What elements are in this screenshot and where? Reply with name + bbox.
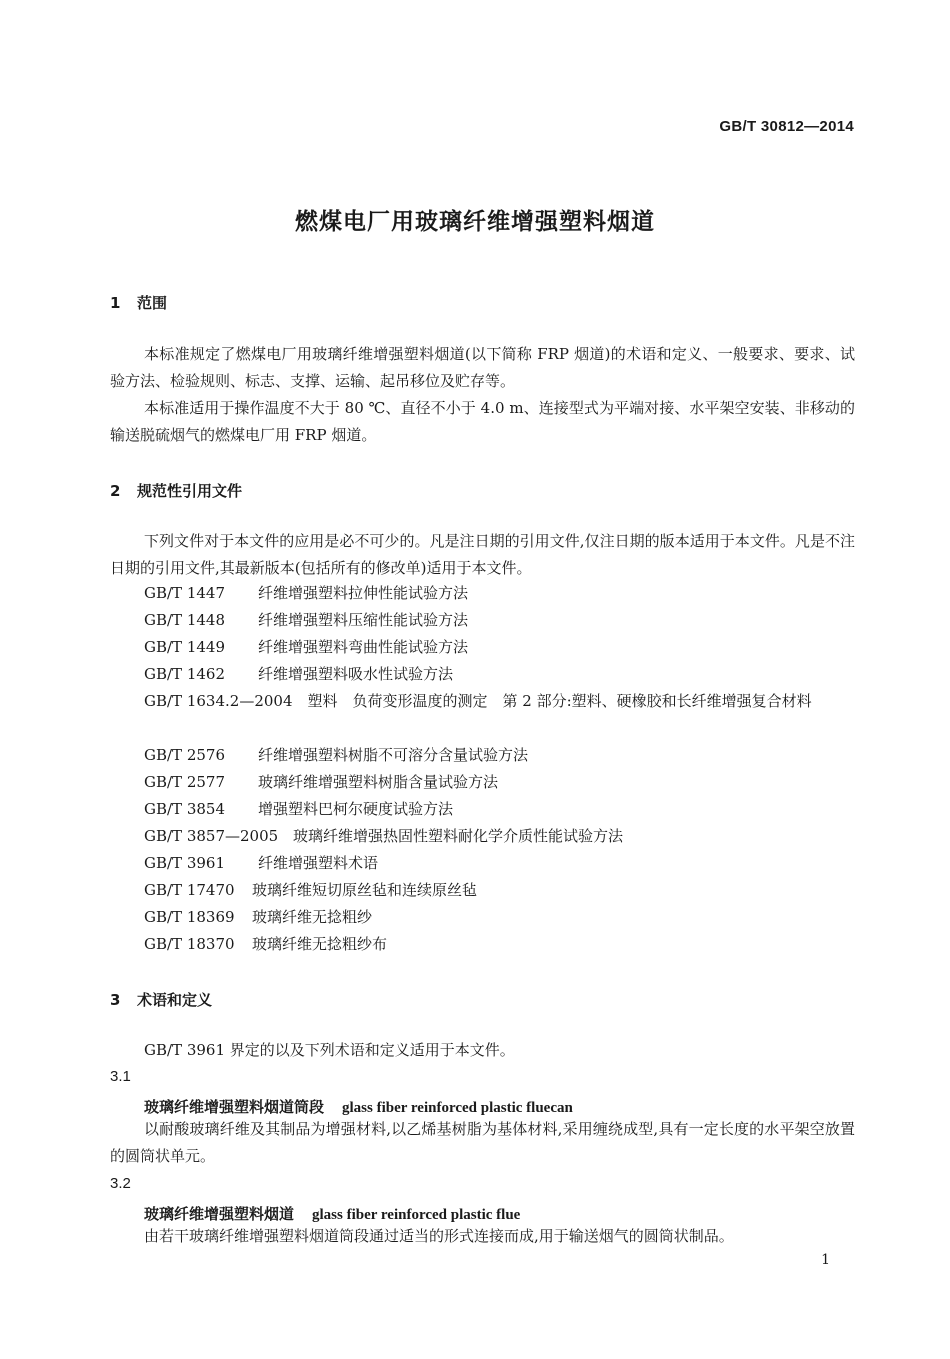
reference-code: GB/T 1447 [144,584,226,602]
section-title: 规范性引用文件 [137,482,243,500]
reference-title: 塑料 负荷变形温度的测定 第 2 部分:塑料、硬橡胶和长纤维增强复合材料 [307,692,812,710]
section-number: 1 [110,294,121,312]
reference-code: GB/T 1462 [144,665,226,683]
reference-title: 玻璃纤维增强塑料树脂含量试验方法 [258,773,499,791]
reference-title: 纤维增强塑料弯曲性能试验方法 [258,638,469,656]
term-english: glass fiber reinforced plastic flue [312,1207,521,1223]
document-title: 燃煤电厂用玻璃纤维增强塑料烟道 [295,209,655,235]
reference-item [144,931,387,958]
term-english: glass fiber reinforced plastic fluecan [342,1100,573,1116]
reference-code: GB/T 1449 [144,638,226,656]
reference-title: 纤维增强塑料术语 [258,854,379,872]
term-definition: 以耐酸玻璃纤维及其制品为增强材料,以乙烯基树脂为基体材料,采用缠绕成型,具有一定长度的水平架空放置的圆筒状单元。 [110,1120,855,1165]
term-heading [144,1096,573,1117]
reference-code: GB/T 17470 [144,881,235,899]
reference-code: GB/T 18369 [144,908,235,926]
section-number: 3 [110,991,121,1009]
paragraph: 本标准适用于操作温度不大于 80 ℃、直径不小于 4.0 m、连接型式为平端对接、水平架空安装、非移动的输送脱硫烟气的燃煤电厂用 FRP 烟道。 [110,399,855,444]
reference-code: GB/T 3961 [144,854,226,872]
reference-item [144,850,378,877]
term-heading [144,1203,520,1224]
reference-title: 玻璃纤维无捻粗纱 [252,908,373,926]
section-number: 2 [110,482,121,500]
section-2-heading [110,480,242,501]
reference-code: GB/T 2577 [144,773,226,791]
section-3-heading [110,989,212,1010]
term-number: 3.1 [110,1068,131,1085]
reference-title: 纤维增强塑料树脂不可溶分含量试验方法 [258,746,529,764]
reference-item [144,796,453,823]
standard-code: GB/T 30812—2014 [719,118,854,135]
section-1-heading [110,292,167,313]
term-chinese: 玻璃纤维增强塑料烟道筒段 [144,1098,325,1116]
reference-code: GB/T 1634.2—2004 [144,692,293,710]
paragraph: 本标准规定了燃煤电厂用玻璃纤维增强塑料烟道(以下简称 FRP 烟道)的术语和定义、一般要求、要求、试验方法、检验规则、标志、支撑、运输、起吊移位及贮存等。 [110,345,855,390]
reference-title: 玻璃纤维无捻粗纱布 [252,935,388,953]
reference-title: 玻璃纤维增强热固性塑料耐化学介质性能试验方法 [293,827,624,845]
reference-title: 玻璃纤维短切原丝毡和连续原丝毡 [252,881,478,899]
reference-item [110,688,855,715]
reference-code: GB/T 1448 [144,611,226,629]
paragraph: GB/T 3961 界定的以及下列术语和定义适用于本文件。 [144,1041,515,1059]
reference-item [144,904,372,931]
reference-title: 纤维增强塑料吸水性试验方法 [258,665,454,683]
reference-title: 纤维增强塑料压缩性能试验方法 [258,611,469,629]
reference-item [144,742,528,769]
reference-title: 纤维增强塑料拉伸性能试验方法 [258,584,469,602]
reference-code: GB/T 3854 [144,800,226,818]
reference-item [144,634,468,661]
page-number: 1 [821,1252,830,1268]
reference-item [144,661,453,688]
section-title: 术语和定义 [137,991,213,1009]
reference-item [144,823,623,850]
section-title: 范围 [137,294,168,312]
reference-item [144,877,477,904]
reference-code: GB/T 2576 [144,746,226,764]
term-chinese: 玻璃纤维增强塑料烟道 [144,1205,295,1223]
paragraph: 下列文件对于本文件的应用是必不可少的。凡是注日期的引用文件,仅注日期的版本适用于本文件。凡是不注日期的引用文件,其最新版本(包括所有的修改单)适用于本文件。 [110,532,855,577]
reference-code: GB/T 18370 [144,935,235,953]
reference-item [144,769,498,796]
term-number: 3.2 [110,1175,131,1192]
reference-item [144,607,468,634]
term-definition: 由若干玻璃纤维增强塑料烟道筒段通过适当的形式连接而成,用于输送烟气的圆筒状制品。 [144,1227,734,1245]
reference-title: 增强塑料巴柯尔硬度试验方法 [258,800,454,818]
reference-code: GB/T 3857—2005 [144,827,279,845]
reference-item [144,580,468,607]
